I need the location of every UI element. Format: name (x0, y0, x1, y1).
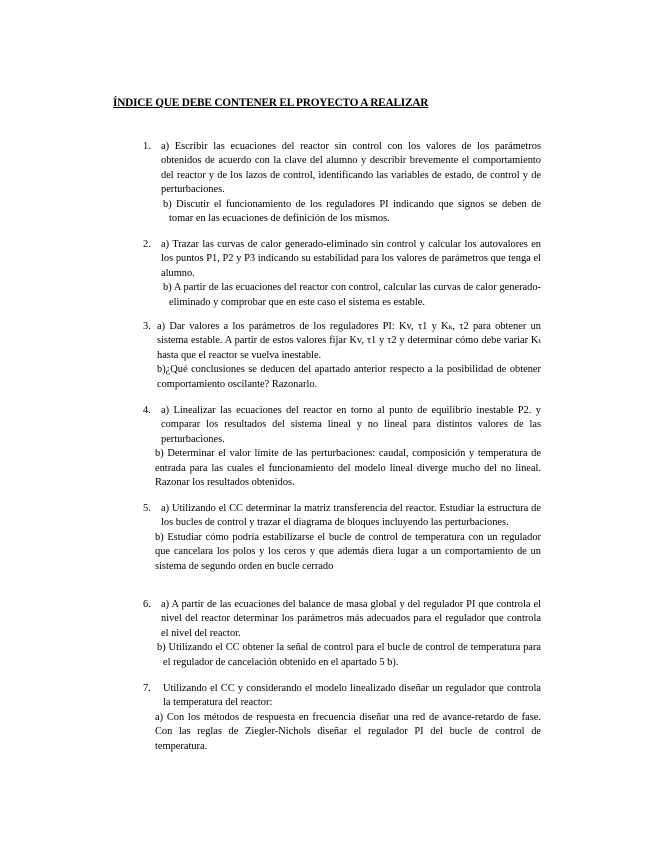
item-part-a: a) Linealizar las ecuaciones del reactor en torno al punto de equilibrio inestable P2. y comparar los resultados del sistema lineal y no lineal para distintos valores de las perturbaciones. (161, 405, 541, 445)
list-item (143, 320, 541, 392)
item-part-a: a) Trazar las curvas de calor generado-eliminado sin control y calcular los autovalores en los puntos P1, P2 y P3 indicando su estabilidad para los valores de parámetros que tenga el alumno. (161, 239, 541, 279)
item-part-b: a) Con los métodos de respuesta en frecuencia diseñar una red de avance-retardo de fase. Con las reglas de Ziegler-Nichols diseñar el regulador PI del bucle de control de temperatura. (155, 711, 541, 752)
list-item (143, 682, 541, 754)
list-item (143, 238, 541, 310)
item-part-a: a) Dar valores a los parámetros de los reguladores PI: Kv, τ1 y Kₖ, τ2 para obtener un sistema estable. A partir de estos valores fijar Kv, τ1 y τ2 y determinar cómo debe variar Kₜ hasta que el reactor se vuelva inestable. (157, 321, 541, 361)
page-title: ÍNDICE QUE DEBE CONTENER EL PROYECTO A REALIZAR (113, 97, 429, 109)
item-part-a: Utilizando el CC y considerando el modelo linealizado diseñar un regulador que controla la temperatura del reactor: (163, 683, 541, 709)
item-number: 6. (143, 599, 151, 610)
list-item (143, 502, 541, 574)
item-number: 1. (143, 141, 151, 152)
list-item (143, 598, 541, 670)
item-number: 5. (143, 503, 151, 514)
item-part-b: b) A partir de las ecuaciones del reactor con control, calcular las curvas de calor generado-eliminado y comprobar que en este caso el sistema es estable. (163, 282, 541, 308)
item-part-b: b) Determinar el valor límite de las perturbaciones: caudal, composición y temperatura de entrada para las cuales el funcionamiento del modelo lineal diverge mucho del no lineal. Razonar los resultados obtenidos. (155, 448, 541, 489)
item-number: 2. (143, 239, 151, 250)
item-part-a: a) Utilizando el CC determinar la matriz transferencia del reactor. Estudiar la estructura de los bucles de control y trazar el diagrama de bloques incluyendo las perturbaciones. (161, 503, 541, 529)
item-part-b: b) Utilizando el CC obtener la señal de control para el bucle de control de temperatura para el regulador de cancelación obtenido en el apartado 5 b). (157, 642, 541, 668)
item-number: 4. (143, 405, 151, 416)
item-part-b: b)¿Qué conclusiones se deducen del apartado anterior respecto a la posibilidad de obtener comportamiento oscilante? Razonarlo. (157, 364, 541, 390)
item-part-a: a) A partir de las ecuaciones del balance de masa global y del regulador PI que controla el nivel del reactor determinar los parámetros más adecuados para el regulador que controla el nivel del reactor. (161, 599, 541, 639)
item-number: 7. (143, 683, 151, 694)
item-part-b: b) Estudiar cómo podría estabilizarse el bucle de control de temperatura con un regulador que cancelara los polos y los ceros y que además diera lugar a un comportamiento de un sistema de segundo orden en bucle cerrado (155, 531, 541, 572)
item-part-b: b) Discutir el funcionamiento de los reguladores PI indicando que signos se deben de tomar en las ecuaciones de definición de los mismos. (163, 198, 541, 225)
item-part-a: a) Escribir las ecuaciones del reactor sin control con los valores de los parámetros obtenidos de acuerdo con la clave del alumno y describir brevemente el comportamiento del reactor y de los lazos de control, identificando las variables de estado, de control y de perturbaciones. (161, 141, 541, 196)
list-item (143, 140, 541, 226)
list-item (143, 404, 541, 490)
item-number: 3. (143, 321, 151, 332)
